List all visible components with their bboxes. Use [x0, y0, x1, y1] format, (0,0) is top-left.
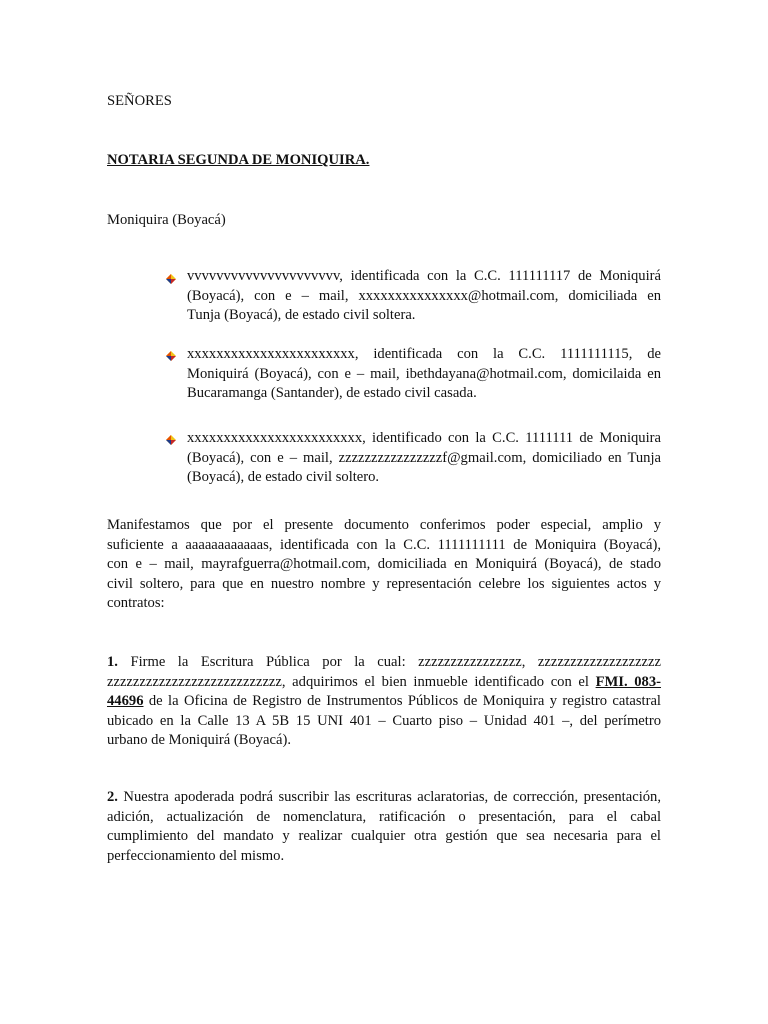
- item-1-text: de la Oficina de Registro de Instrumentos Públicos de Moniquira y registro catastral: [143, 693, 661, 709]
- item-1-text: Firme la Escritura Pública por la cual: zzzzzzzzzzzzzzzz, zzzzzzzzzzzzzzzzzzz: [117, 654, 661, 670]
- item-2-line: cumplimiento del mandato y realizar cualquier otra gestión que sea necesaria para el: [107, 828, 661, 844]
- item-2-paragraph: [107, 788, 661, 866]
- item-1-number: 1.: [107, 654, 118, 670]
- item-2-line: adición, actualización de nomenclatura, ratificación o presentación, para el cabal: [107, 808, 661, 825]
- fmi-reference: FMI. 083-: [595, 673, 662, 690]
- fmi-reference-cont: 44696: [107, 693, 144, 709]
- person-3-line: (Boyacá), de estado civil soltero.: [187, 469, 380, 485]
- manifest-line: civil soltero, para que en nuestro nombre y representación celebre los siguientes actos y: [107, 575, 661, 592]
- person-3-block: [187, 429, 661, 488]
- diamond-bullet-icon: [165, 273, 177, 285]
- location-line: Moniquira (Boyacá): [107, 212, 226, 228]
- manifest-line: contratos:: [107, 595, 165, 611]
- item-1-paragraph: [107, 653, 661, 751]
- diamond-bullet-icon: [165, 350, 177, 362]
- notary-title: NOTARIA SEGUNDA DE MONIQUIRA.: [107, 152, 370, 168]
- item-1-text: zzzzzzzzzzzzzzzzzzzzzzzzzzz, adquirimos el bien inmueble identificado con el: [107, 673, 596, 690]
- salutation: SEÑORES: [107, 93, 172, 109]
- item-1-line: urbano de Moniquirá (Boyacá).: [107, 732, 291, 748]
- manifest-paragraph: [107, 516, 661, 614]
- person-1-line: vvvvvvvvvvvvvvvvvvvvv, identificada con la C.C. 111111117 de Moniquirá: [187, 268, 661, 284]
- item-1-line: [107, 653, 661, 673]
- person-2-line: Bucaramanga (Santander), de estado civil casada.: [187, 385, 477, 401]
- person-1-line: (Boyacá), con e – mail, xxxxxxxxxxxxxxx@hotmail.com, domiciliada en: [187, 287, 661, 304]
- person-3-line: xxxxxxxxxxxxxxxxxxxxxxxx, identificado con la C.C. 1111111 de Moniquira: [187, 430, 661, 446]
- item-2-line: perfeccionamiento del mismo.: [107, 847, 285, 864]
- item-1-line: ubicado en la Calle 13 A 5B 15 UNI 401 – Cuarto piso – Unidad 401 –, del perímetro: [107, 712, 661, 729]
- manifest-line: Manifestamos que por el presente documento conferimos poder especial, amplio y: [107, 517, 661, 533]
- item-2-text: Nuestra apoderada podrá suscribir las escrituras aclaratorias, de corrección, presentación,: [117, 789, 661, 805]
- person-1-line: Tunja (Boyacá), de estado civil soltera.: [187, 307, 416, 323]
- item-2-line: [107, 788, 661, 808]
- person-2-line: Moniquirá (Boyacá), con e – mail, ibethdayana@hotmail.com, domicilaida en: [187, 365, 661, 382]
- person-2-block: [187, 345, 661, 404]
- item-1-line: [107, 673, 661, 693]
- diamond-bullet-icon: [165, 434, 177, 446]
- manifest-line: con e – mail, mayrafguerra@hotmail.com, domiciliada en Moniquirá (Boyacá), de stado: [107, 556, 661, 572]
- person-2-line: xxxxxxxxxxxxxxxxxxxxxxx, identificada con la C.C. 1111111115, de: [187, 346, 661, 362]
- manifest-line: suficiente a aaaaaaaaaaaas, identificada con la C.C. 1111111111 de Moniquira (Boyacá),: [107, 536, 661, 553]
- item-2-number: 2.: [107, 789, 118, 805]
- person-1-block: [187, 267, 661, 326]
- item-1-line: [107, 692, 661, 712]
- person-3-line: (Boyacá), con e – mail, zzzzzzzzzzzzzzzzf@gmail.com, domiciliado en Tunja: [187, 449, 661, 466]
